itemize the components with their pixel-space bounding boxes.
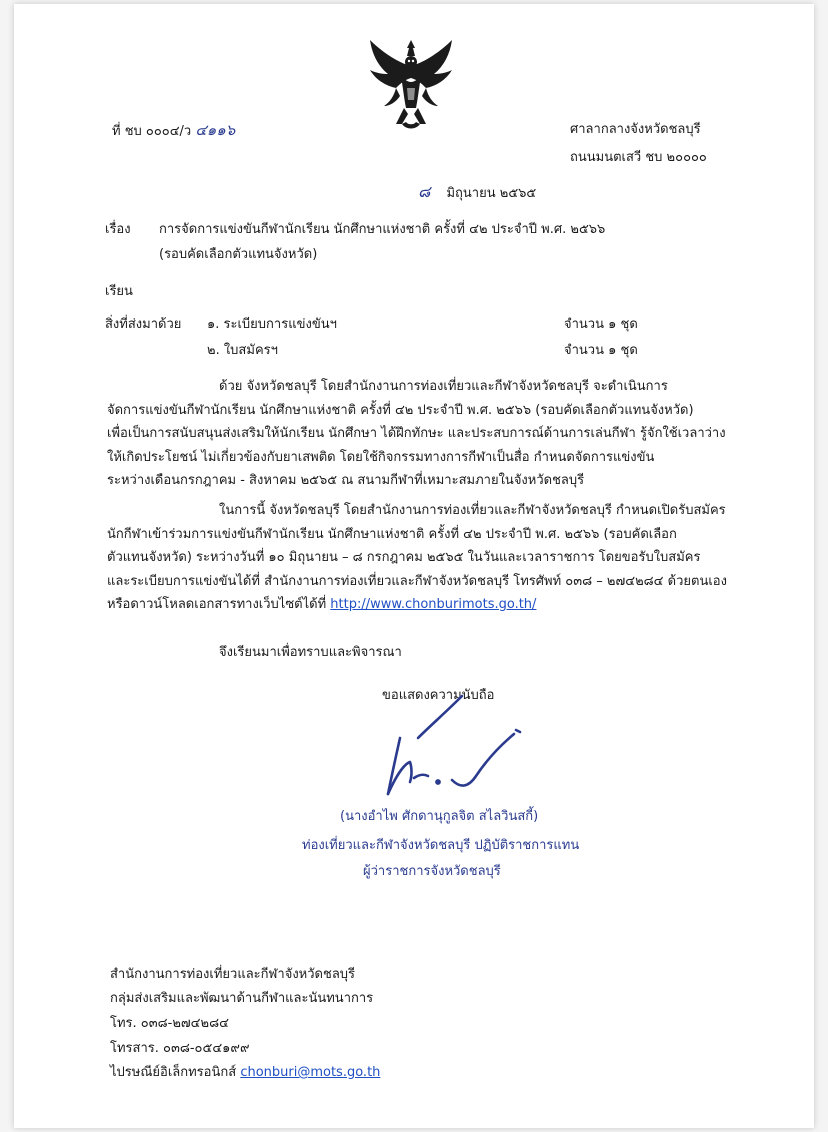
paragraph-2-line <box>107 593 737 617</box>
enclosure-qty-1: จำนวน ๑ ชุด <box>564 317 638 332</box>
subject-line1: การจัดการแข่งขันกีฬานักเรียน นักศึกษาแห่งชาติ ครั้งที่ ๔๒ ประจำปี พ.ศ. ๒๕๖๖ <box>159 222 606 237</box>
date-month-year: มิถุนายน ๒๕๖๕ <box>446 186 537 201</box>
paragraph-1-line: ระหว่างเดือนกรกฎาคม - สิงหาคม ๒๕๖๕ ณ สนามกีฬาที่เหมาะสมภายในจังหวัดชลบุรี <box>107 473 585 488</box>
signer-name: (นางอำไพ ศักดานุกูลจิต สไลวินสกี้) <box>340 809 539 824</box>
email-link[interactable]: chonburi@mots.go.th <box>240 1065 381 1080</box>
paragraph-2-line: ในการนี้ จังหวัดชลบุรี โดยสำนักงานการท่องเที่ยวและกีฬาจังหวัดชลบุรี กำหนดเปิดรับสมัคร <box>219 503 726 518</box>
enclosure-item-2: ๒. ใบสมัครฯ <box>207 343 278 358</box>
signer-position-2: ผู้ว่าราชการจังหวัดชลบุรี <box>363 864 501 879</box>
subject-label: เรื่อง <box>105 222 131 237</box>
body-paragraph-2 <box>107 499 737 617</box>
reference-number <box>112 122 235 140</box>
footer-office: สำนักงานการท่องเที่ยวและกีฬาจังหวัดชลบุรี <box>110 967 356 982</box>
closing-request: จึงเรียนมาเพื่อทราบและพิจารณา <box>219 645 402 660</box>
body-paragraph-1 <box>107 375 737 493</box>
reference-number-printed: ที่ ชบ ๐๐๐๔/ว <box>112 124 192 139</box>
website-link[interactable]: http://www.chonburimots.go.th/ <box>330 597 537 612</box>
paragraph-1-line: ด้วย จังหวัดชลบุรี โดยสำนักงานการท่องเที่ยวและกีฬาจังหวัดชลบุรี จะดำเนินการ <box>219 379 668 394</box>
reference-number-handwritten: ๔๑๑๖ <box>195 121 236 139</box>
enclosures-label: สิ่งที่ส่งมาด้วย <box>105 317 182 332</box>
signer-position-1: ท่องเที่ยวและกีฬาจังหวัดชลบุรี ปฏิบัติราชการแทน <box>302 838 580 853</box>
footer-phone: โทร. ๐๓๘-๒๗๔๒๘๔ <box>110 1016 229 1031</box>
footer-email <box>110 1065 380 1081</box>
paragraph-2-line: นักกีฬาเข้าร่วมการแข่งขันกีฬานักเรียน นักศึกษาแห่งชาติ ครั้งที่ ๔๒ ประจำปี พ.ศ. ๒๕๖๖ (รอบคัดเลือก <box>107 526 677 542</box>
paragraph-1-line: เพื่อเป็นการสนับสนุนส่งเสริมให้นักเรียน นักศึกษา ได้ฝึกทักษะ และประสบการณ์ด้านการเล่นกีฬา รู้จักใช้เวลาว่าง <box>107 426 726 441</box>
enclosure-qty-2: จำนวน ๑ ชุด <box>564 343 638 358</box>
website-prefix: หรือดาวน์โหลดเอกสารทางเว็บไซต์ได้ที่ <box>107 597 327 612</box>
enclosure-item-1: ๑. ระเบียบการแข่งขันฯ <box>207 317 337 332</box>
footer-group: กลุ่มส่งเสริมและพัฒนาด้านกีฬาและนันทนาการ <box>110 991 374 1006</box>
office-address-line2: ถนนมนตเสวี ชบ ๒๐๐๐๐ <box>570 150 707 165</box>
regards: ขอแสดงความนับถือ <box>382 688 495 703</box>
document-date <box>418 184 536 202</box>
garuda-emblem-icon <box>366 36 456 132</box>
handwritten-signature-icon <box>366 694 546 804</box>
subject-line2: (รอบคัดเลือกตัวแทนจังหวัด) <box>159 247 318 262</box>
paragraph-1-line: จัดการแข่งขันกีฬานักเรียน นักศึกษาแห่งชาติ ครั้งที่ ๔๒ ประจำปี พ.ศ. ๒๕๖๖ (รอบคัดเลือกตัวแทนจังหวัด) <box>107 402 694 418</box>
salutation: เรียน <box>105 284 133 299</box>
footer-fax: โทรสาร. ๐๓๘-๐๕๔๑๙๙ <box>110 1041 250 1056</box>
document-page <box>14 4 814 1128</box>
office-address-line1: ศาลากลางจังหวัดชลบุรี <box>570 122 701 137</box>
paragraph-2-line: และระเบียบการแข่งขันได้ที่ สำนักงานการท่องเที่ยวและกีฬาจังหวัดชลบุรี โทรศัพท์ ๐๓๘ – ๒๗๔๒๘๔ ด้วยตนเอง <box>107 573 727 589</box>
date-day-handwritten: ๘ <box>418 182 431 201</box>
email-label: ไปรษณีย์อิเล็กทรอนิกส์ <box>110 1065 237 1080</box>
paragraph-1-line: ให้เกิดประโยชน์ ไม่เกี่ยวข้องกับยาเสพติด โดยใช้กิจกรรมทางการกีฬาเป็นสื่อ กำหนดจัดการแข่งขัน <box>107 449 655 465</box>
paragraph-2-line: ตัวแทนจังหวัด) ระหว่างวันที่ ๑๐ มิถุนายน – ๘ กรกฎาคม ๒๕๖๕ ในวันและเวลาราชการ โดยขอรับใบสมัคร <box>107 550 701 565</box>
